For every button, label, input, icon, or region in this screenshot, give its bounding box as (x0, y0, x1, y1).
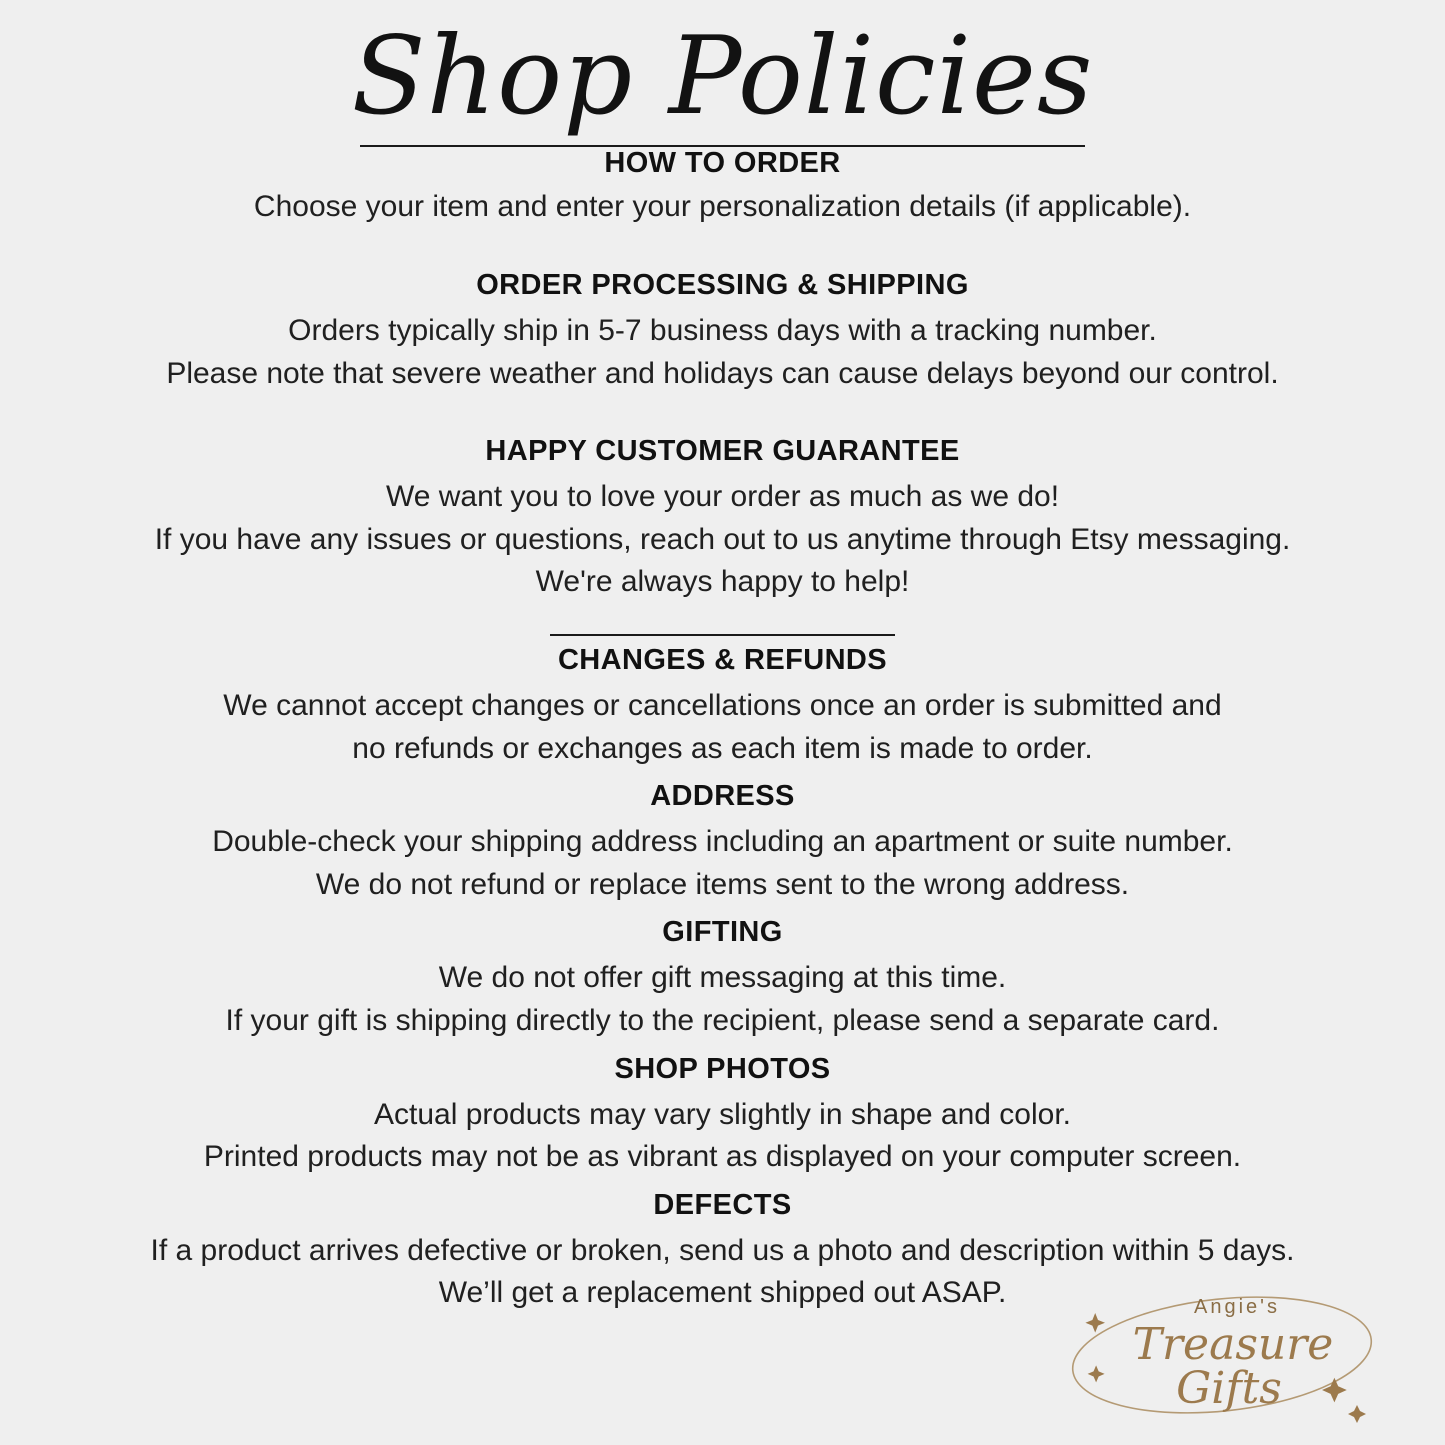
section-line: Printed products may not be as vibrant as displayed on your computer screen. (203, 1140, 1242, 1174)
section-order-processing-shipping (70, 269, 1375, 395)
spacer (70, 949, 1375, 957)
spacer (70, 813, 1375, 821)
section-heading: ADDRESS (650, 780, 795, 813)
section-heading: ORDER PROCESSING & SHIPPING (476, 268, 969, 301)
section-line: If you have any issues or questions, reach out to us anytime through Etsy messaging. (154, 522, 1291, 556)
middle-divider (550, 634, 895, 636)
section-line: We’ll get a replacement shipped out ASAP. (438, 1276, 1007, 1310)
section-heading: GIFTING (662, 916, 783, 949)
section-line: Orders typically ship in 5-7 business days with a tracking number. (288, 313, 1157, 347)
section-heading: DEFECTS (653, 1188, 792, 1221)
section-line: We want you to love your order as much as we do! (385, 480, 1060, 514)
section-line: Choose your item and enter your personalization details (if applicable). (253, 190, 1192, 224)
logo-line-1: Angie's (1194, 1296, 1280, 1318)
section-changes-refunds (70, 644, 1375, 770)
section-line: If your gift is shipping directly to the recipient, please send a separate card. (225, 1003, 1220, 1037)
spacer (70, 395, 1375, 435)
shop-logo (1057, 1277, 1387, 1427)
section-line: If a product arrives defective or broken, send us a photo and description within 5 days. (150, 1233, 1295, 1267)
logo-line-3: Gifts (1176, 1363, 1282, 1414)
spacer (70, 229, 1375, 269)
section-line: Actual products may vary slightly in shape and color. (373, 1097, 1072, 1131)
section-line: no refunds or exchanges as each item is made to order. (352, 731, 1093, 765)
spacer (70, 677, 1375, 685)
section-shop-photos (70, 1053, 1375, 1179)
spacer (70, 302, 1375, 310)
spacer (70, 1043, 1375, 1053)
section-how-to-order (70, 147, 1375, 229)
section-address (70, 780, 1375, 906)
section-happy-customer-guarantee (70, 435, 1375, 604)
section-line: We're always happy to help! (535, 565, 910, 599)
section-line: We do not refund or replace items sent to the wrong address. (315, 867, 1130, 901)
page-title: Shop Policies (351, 14, 1094, 139)
spacer (70, 1222, 1375, 1230)
section-line: Please note that severe weather and holidays can cause delays beyond our control. (166, 356, 1279, 390)
section-line: Double-check your shipping address including an apartment or suite number. (212, 825, 1233, 859)
section-heading: HOW TO ORDER (604, 147, 841, 180)
section-gifting (70, 916, 1375, 1042)
spacer (70, 468, 1375, 476)
spacer (70, 906, 1375, 916)
section-line: We do not offer gift messaging at this time. (438, 961, 1007, 995)
section-line: We cannot accept changes or cancellations once an order is submitted and (223, 688, 1222, 722)
spacer (70, 1179, 1375, 1189)
spacer (70, 1086, 1375, 1094)
section-heading: HAPPY CUSTOMER GUARANTEE (485, 435, 960, 468)
section-heading: CHANGES & REFUNDS (557, 643, 888, 676)
logo-line-2: Treasure (1132, 1319, 1334, 1370)
section-heading: SHOP PHOTOS (614, 1052, 831, 1085)
spacer (70, 770, 1375, 780)
